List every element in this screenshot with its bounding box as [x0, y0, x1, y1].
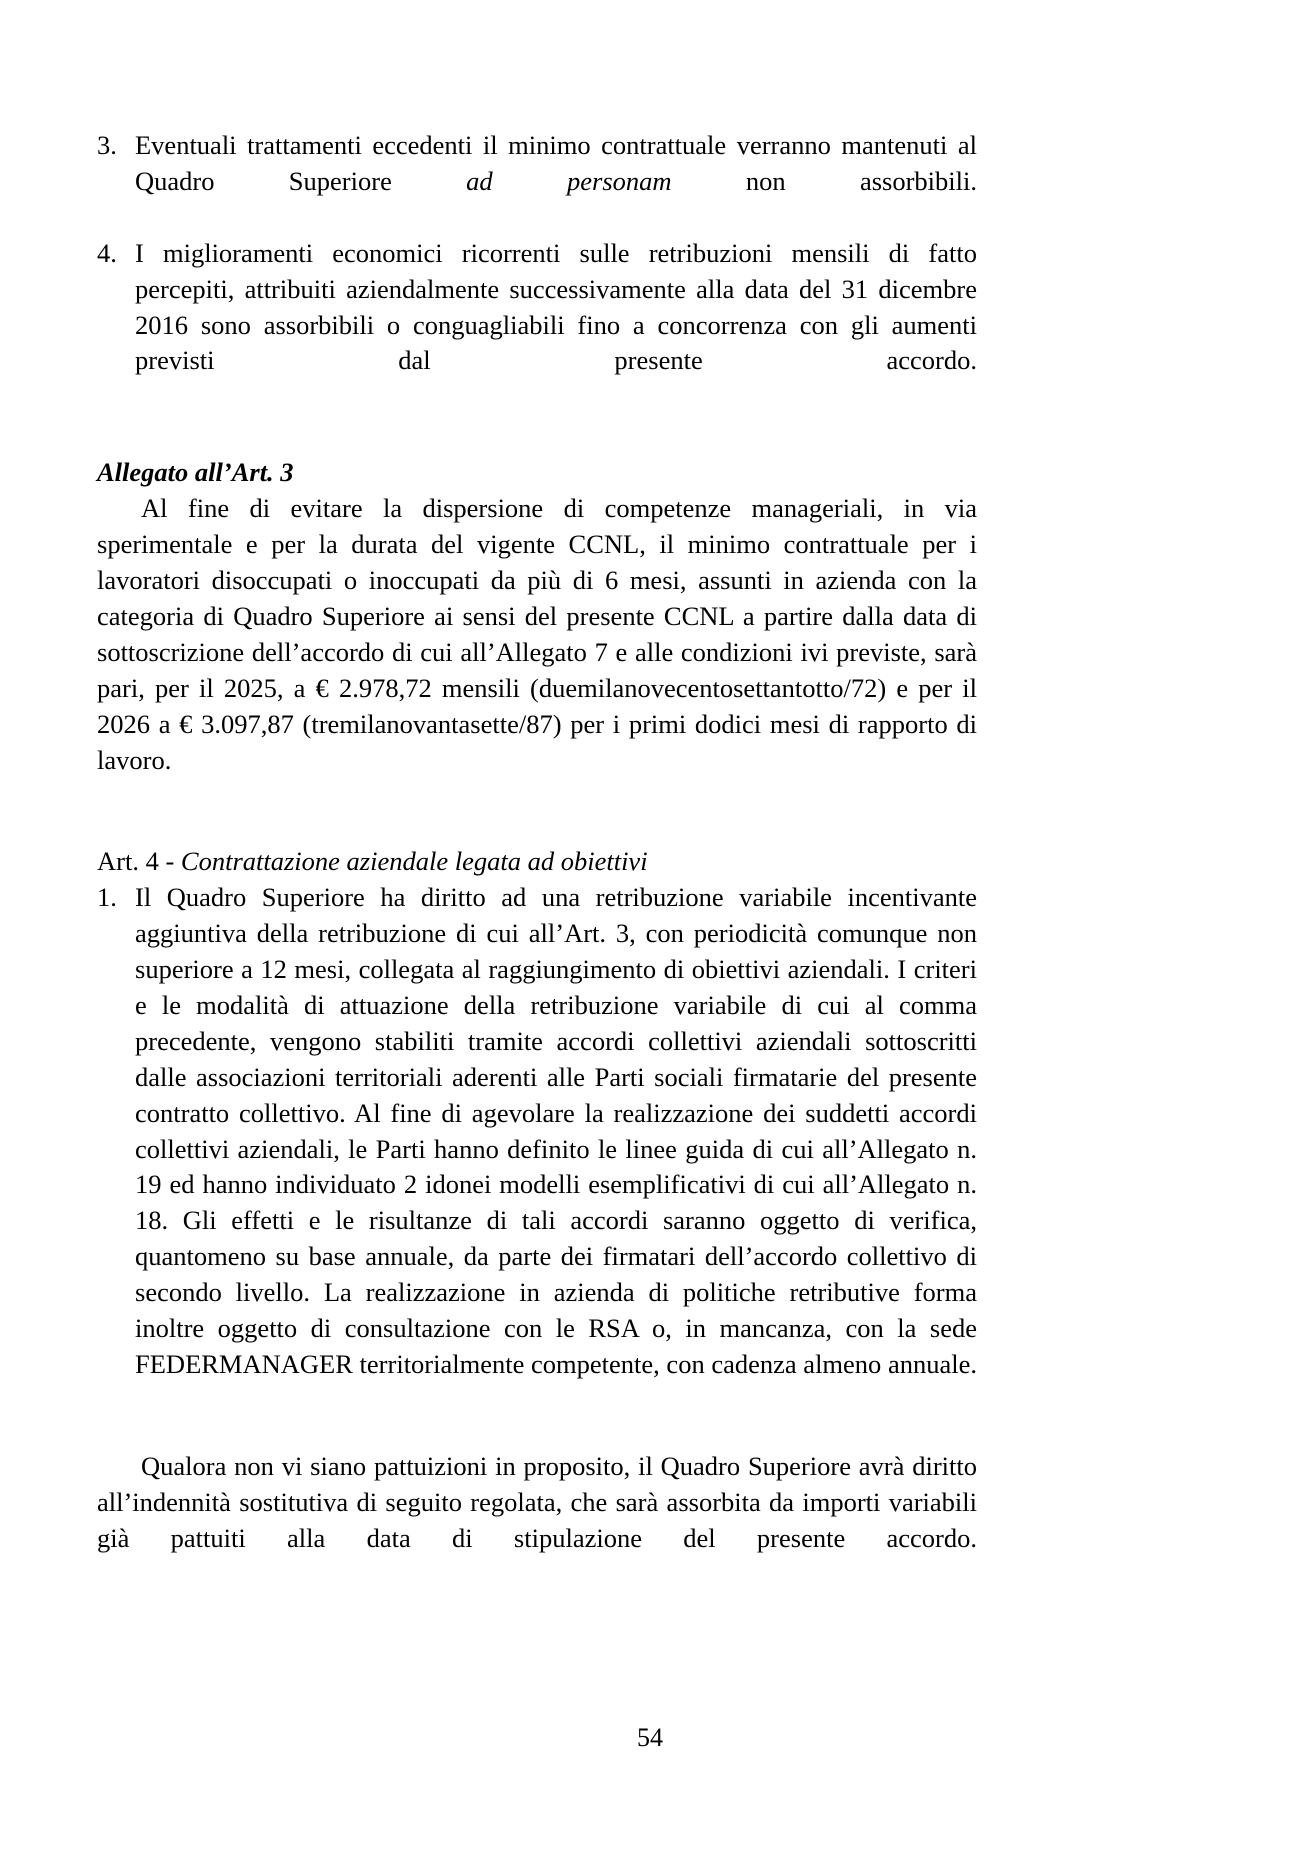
- list-item-text: Il Quadro Superiore ha diritto ad una retribuzione variabile incentivante aggiuntiva della retribuzione di cui all’Art. 3, con periodicità comunque non superiore a 12 mesi, collegata al raggiungimento di obiettivi aziendali. I criteri e le modalità di attuazione della retribuzione variabile di cui al comma precedente, vengono stabiliti tramite accordi collettivi aziendali sottoscritti dalle associazioni territoriali aderenti alle Parti sociali firmatarie del presente contratto collettivo. Al fine di agevolare la realizzazione dei suddetti accordi collettivi aziendali, le Parti hanno definito le linee guida di cui all’Allegato n. 19 ed hanno individuato 2 idonei modelli esemplificativi di cui all’Allegato n. 18. Gli effetti e le risultanze di tali accordi saranno oggetto di verifica, quantomeno su base annuale, da parte dei firmatari dell’accordo collettivo di secondo livello. La realizzazione in azienda di politiche retributive forma inoltre oggetto di consultazione con le RSA o, in mancanza, con la sede FEDERMANAGER territorialmente competente, con cadenza almeno annuale.: [135, 882, 977, 1379]
- paragraph-closing: Qualora non vi siano pattuizioni in proposito, il Quadro Superiore avrà diritto all’indennità sostitutiva di seguito regolata, che sarà assorbita da importi variabili già pattuiti alla data di stipulazione del presente accordo.: [97, 1450, 977, 1553]
- list-item: [97, 236, 977, 416]
- list-item-text-italic: ad personam: [466, 165, 672, 196]
- heading-art4: [97, 844, 977, 880]
- page-number: 54: [637, 1723, 663, 1752]
- spacer: [97, 1419, 977, 1449]
- list-item-text-after: non assorbibili.: [671, 165, 977, 196]
- list-item-marker: 4.: [97, 237, 117, 268]
- paragraph-allegato-body: Al fine di evitare la dispersione di competenze manageriali, in via sperimentale e per la durata del vigente CCNL, il minimo contrattuale per i lavoratori disoccupati o inoccupati da più di 6 mesi, assunti in azienda con la categoria di Quadro Superiore ai sensi del presente CCNL a partire dalla data di sottoscrizione dell’accordo di cui all’Allegato 7 e alle condizioni ivi previste, sarà pari, per il 2025, a € 2.978,72 mensili (duemilanovecentosettantotto/72) e per il 2026 a € 3.097,87 (tremilanovantasette/87) per i primi dodici mesi di rapporto di lavoro.: [97, 493, 977, 775]
- numbered-list-top: [97, 128, 977, 415]
- list-item: [97, 128, 977, 236]
- list-item-marker: 3.: [97, 130, 117, 160]
- page-content: [97, 128, 977, 1592]
- spacer: [97, 814, 977, 844]
- numbered-list-art4: [97, 880, 977, 1419]
- list-item: [97, 880, 977, 1419]
- list-item-text-before: Eventuali trattamenti eccedenti il minimo contrattuale verranno mantenuti al Quadro Superiore: [135, 130, 977, 196]
- heading-art4-prefix: Art. 4 -: [97, 846, 181, 877]
- list-item-text: [135, 128, 977, 236]
- heading-art4-title: Contrattazione aziendale legata ad obiettivi: [180, 846, 648, 877]
- spacer: [97, 415, 977, 455]
- list-item-text: I miglioramenti economici ricorrenti sulle retribuzioni mensili di fatto percepiti, attribuiti aziendalmente successivamente alla data del 31 dicembre 2016 sono assorbibili o conguagliabili fino a concorrenza con gli aumenti previsti dal presente accordo.: [135, 237, 977, 376]
- list-item-marker: 1.: [97, 882, 117, 913]
- heading-allegato-art3: Allegato all’Art. 3: [97, 457, 294, 488]
